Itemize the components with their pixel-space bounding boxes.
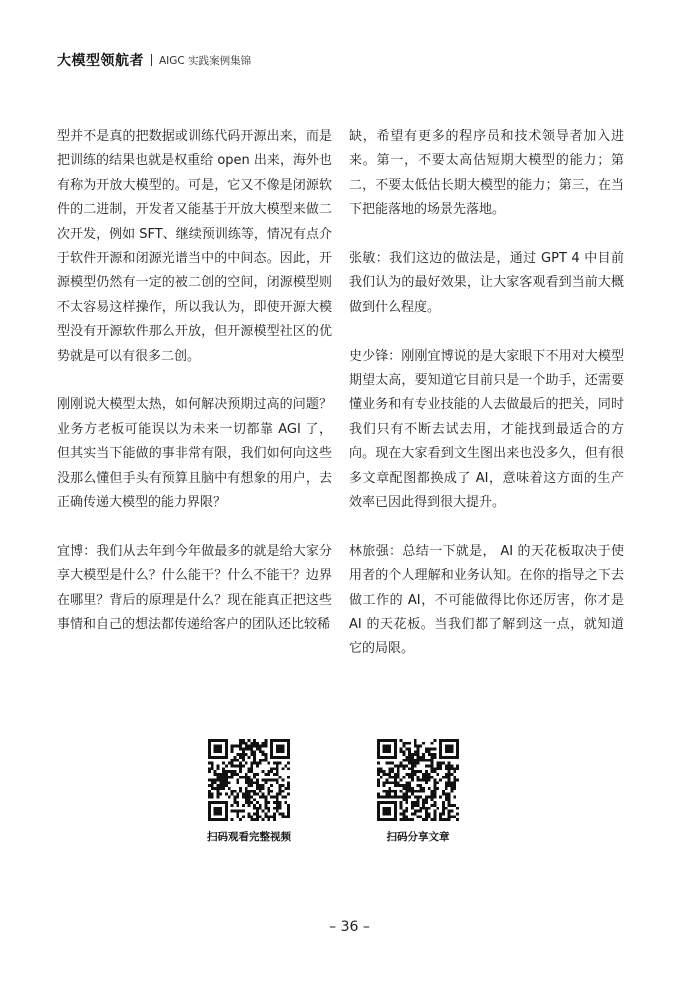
header-divider xyxy=(151,54,152,66)
qr-share xyxy=(363,739,473,844)
page-number: – 36 – xyxy=(329,919,370,935)
left-column xyxy=(57,125,332,662)
header-subtitle: AIGC 实践案例集锦 xyxy=(159,54,252,67)
right-paragraph-4: 林旅强：总结一下就是， AI 的天花板取决于使用者的个人理解和业务认知。在你的指导之下去做工作的 AI，不可能做得比你还厉害，你才是 AI 的天花板。当我们都了解到这一点，就知道它的局限。 xyxy=(349,543,624,657)
qr-video xyxy=(194,739,304,844)
brand-title: 大模型领航者 xyxy=(57,53,144,69)
right-column xyxy=(349,125,624,686)
left-paragraph-1: 型并不是真的把数据或训练代码开源出来，而是把训练的结果也就是权重给 open 出来，海外也有称为开放大模型的。可是，它又不像是闭源软件的二进制，开发者又能基于开放大模型来做二次开发，例如 SFT、继续预训练等，情况有点介于软件开源和闭源光谱当中的中间态。因此，开源模型仍然有一定的被二创的空间，闭源模型则不太容易这样操作，所以我认为，即使开源大模型没有开源软件那么开放，但开源模型社区的优势就是可以有很多二创。 xyxy=(57,129,332,364)
qr-code-video-icon[interactable] xyxy=(208,739,290,821)
qr-video-label: 扫码观看完整视频 xyxy=(207,831,291,843)
page-header xyxy=(57,50,251,70)
left-paragraph-2: 刚刚说大模型太热，如何解决预期过高的问题？业务方老板可能误以为未来一切都靠 AGI 了，但其实当下能做的事非常有限，我们如何向这些没那么懂但手头有预算且脑中有想象的用户，去正确传递大模型的能力界限？ xyxy=(57,397,332,511)
right-paragraph-1: 缺，希望有更多的程序员和技术领导者加入进来。第一，不要太高估短期大模型的能力；第二，不要太低估长期大模型的能力；第三，在当下把能落地的场景先落地。 xyxy=(349,129,624,218)
left-paragraph-3: 宜博：我们从去年到今年做最多的就是给大家分享大模型是什么？什么能干？什么不能干？边界在哪里？背后的原理是什么？现在能真正把这些事情和自己的想法都传递给客户的团队还比较稀 xyxy=(57,543,332,633)
qr-share-label: 扫码分享文章 xyxy=(386,831,450,843)
qr-code-share-icon[interactable] xyxy=(377,739,459,821)
right-paragraph-2: 张敏：我们这边的做法是，通过 GPT 4 中目前我们认为的最好效果，让大家客观看到当前大概做到什么程度。 xyxy=(349,251,624,315)
right-paragraph-3: 史少锋：刚刚宜博说的是大家眼下不用对大模型期望太高，要知道它目前只是一个助手，还需要懂业务和有专业技能的人去做最后的把关，同时我们只有不断去试去用，才能找到最适合的方向。现在大家看到文生图出来也没多久，但有很多文章配图都换成了 AI，意味着这方面的生产效率已因此得到很大提升。 xyxy=(349,348,624,511)
